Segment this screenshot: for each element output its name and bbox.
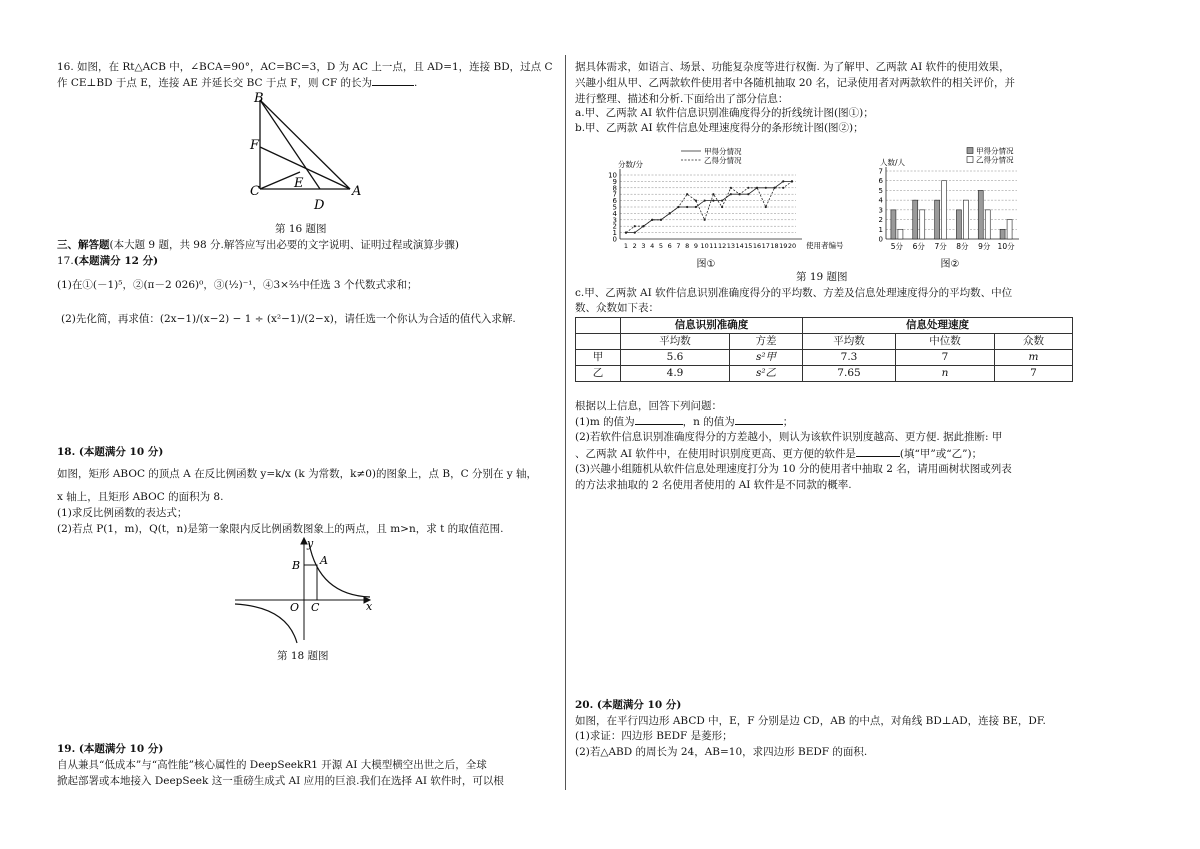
section3-heading-rest: (本大题 9 题，共 98 分.解答应写出必要的文字说明、证明过程或演算步骤) [109, 239, 459, 251]
y-tick-label: 4 [612, 209, 617, 218]
data-point [747, 193, 749, 195]
stats-table [575, 317, 1073, 382]
table-corner [576, 318, 621, 334]
data-point [730, 187, 732, 189]
data-point [782, 180, 784, 182]
data-point [738, 193, 740, 195]
q18-part2: (2)若点 P(1，m)，Q(t，n)是第一象限内反比例函数图象上的两点，且 m>n，求 t 的取值范围. [57, 523, 504, 535]
x-tick-label: 3 [641, 242, 646, 250]
q17-title [57, 254, 158, 268]
q19-q2-text-b: 、乙两款 AI 软件中，在使用时识别度更高、更方便的软件是 [575, 448, 856, 460]
q19-q1-text-c: ； [782, 416, 794, 428]
q18-point-A: A [320, 554, 328, 567]
x-tick-label: 8 [685, 242, 690, 250]
q18-point-O: O [290, 601, 300, 614]
x-tick-label: 5 [658, 242, 664, 250]
table-cell: s²甲 [730, 350, 803, 366]
q18-point-C: C [311, 601, 320, 614]
q16-point-B: B [254, 91, 264, 106]
table-col-header: 众数 [995, 334, 1073, 350]
q16-point-C: C [250, 184, 260, 199]
x-tick-label: 10分 [997, 242, 1015, 251]
bar-b [942, 181, 947, 239]
bar-b [898, 229, 903, 239]
bar-a [1000, 229, 1005, 239]
x-tick-label: 19 [779, 242, 788, 250]
table-cell: m [995, 350, 1073, 366]
q19-caption: 第 19 题图 [796, 271, 848, 283]
data-point [712, 193, 714, 195]
q19-software-answer-blank[interactable] [856, 446, 900, 457]
x-tick-label: 6 [667, 242, 672, 250]
data-point [669, 212, 671, 214]
q17-part2: (2)先化简，再求值：(2x−1)/(x−2) − 1 ÷ (x²−1)/(2−x)，请任选一个你认为合适的值代入求解. [61, 313, 516, 325]
line-chart-fig1 [596, 145, 856, 270]
bar-a [935, 200, 940, 239]
x-tick-label: 5分 [890, 242, 904, 251]
q20-line1: 如图，在平行四边形 ABCD 中，E，F 分别是边 CD，AB 的中点，对角线 BD⊥AD，连接 BE，DF. [575, 715, 1046, 727]
y-tick-label: 9 [612, 177, 617, 186]
data-point [773, 187, 775, 189]
q19-m-answer-blank[interactable] [635, 414, 683, 425]
section3-heading-bold: 三、解答题 [57, 239, 110, 251]
x-tick-label: 14 [735, 242, 744, 250]
bar-a [978, 190, 983, 239]
x-axis-label: 使用者编号 [806, 241, 844, 250]
bar-a [956, 210, 961, 239]
data-point [660, 219, 662, 221]
y-tick-label: 7 [612, 190, 617, 199]
data-point [765, 206, 767, 208]
fig1-caption: 图① [696, 259, 716, 270]
x-tick-label: 8分 [956, 242, 969, 251]
q19-question3-line2: 的方法求抽取的 2 名使用者使用的 AI 软件是不同款的概率. [575, 479, 852, 491]
table-cell: 7.65 [803, 366, 896, 382]
q19-n-answer-blank[interactable] [735, 414, 783, 425]
x-tick-label: 15 [744, 242, 753, 250]
q18-point-B: B [292, 559, 301, 572]
q19-q1-text-a: (1)m 的值为 [575, 416, 635, 428]
fig2-caption: 图② [940, 259, 960, 270]
y-tick-label: 7 [878, 167, 883, 176]
q16-line2-text: 作 CE⊥BD 于点 E，连接 AE 并延长交 BC 于点 F，则 CF 的长为 [57, 77, 373, 89]
table-col-header: 平均数 [803, 334, 896, 350]
q20-part1: (1)求证：四边形 BEDF 是菱形； [575, 730, 733, 742]
q16-point-D: D [314, 198, 325, 213]
q19-para-line5: 进行整理、描述和分析.下面给出了部分信息： [575, 93, 789, 105]
x-tick-label: 20 [787, 242, 797, 250]
x-tick-label: 12 [717, 242, 727, 250]
q17-number: 17. [57, 255, 74, 267]
table-group-accuracy: 信息识别准确度 [621, 318, 803, 334]
data-point [686, 193, 688, 195]
table-row-label: 乙 [576, 366, 621, 382]
q19-para-line4: 兴趣小组从甲、乙两款软件使用者中各随机抽取 20 名，记录使用者对两款软件的相关评价，并 [575, 77, 1016, 89]
legend-label: 乙得分情况 [976, 155, 1014, 165]
q16-line2-end: . [414, 77, 418, 89]
y-tick-label: 8 [612, 184, 617, 193]
table-cell: 5.6 [621, 350, 730, 366]
column-divider [565, 55, 566, 790]
table-col-header: 方差 [730, 334, 803, 350]
q19-ask: 根据以上信息，回答下列问题： [575, 400, 722, 412]
y-tick-label: 0 [878, 235, 883, 244]
data-point [765, 187, 767, 189]
q16-point-E: E [294, 176, 304, 191]
data-point [704, 219, 706, 221]
data-point [625, 232, 627, 234]
y-tick-label: 4 [878, 196, 883, 205]
x-tick-label: 6分 [912, 242, 925, 251]
q20-part2: (2)若△ABD 的周长为 24，AB=10，求四边形 BEDF 的面积. [575, 746, 868, 758]
x-tick-label: 2 [632, 242, 637, 250]
data-point [704, 200, 706, 202]
x-tick-label: 4 [650, 242, 655, 250]
table-cell: 7 [995, 366, 1073, 382]
q19-question1 [575, 414, 793, 429]
q18-line1: 如图，矩形 ABOC 的顶点 A 在反比例函数 y=k/x (k 为常数，k≠0)的图象上，点 B，C 分别在 y 轴， [57, 468, 538, 480]
data-point [695, 200, 697, 202]
x-tick-label: 10 [700, 242, 709, 250]
q16-line1: 16. 如图，在 Rt△ACB 中，∠BCA=90°，AC=BC=3，D 为 AC 上一点，且 AD=1，连接 BD，过点 C [57, 61, 553, 73]
data-point [651, 219, 653, 221]
y-tick-label: 0 [612, 235, 617, 244]
bar-b [920, 210, 925, 239]
q17-score: (本题满分 12 分) [73, 255, 159, 267]
bar-a [891, 210, 896, 239]
q19-question2-line1: (2)若软件信息识别准确度得分的方差越小，则认为该软件识别度越高、更方便. 据此推断: 甲 [575, 431, 1003, 443]
q19-info-c1: c.甲、乙两款 AI 软件信息识别准确度得分的平均数、方差及信息处理速度得分的平均数、中位 [575, 287, 1013, 299]
table-group-speed: 信息处理速度 [803, 318, 1073, 334]
y-tick-label: 2 [878, 216, 883, 225]
q18-axis-y: y [307, 537, 314, 550]
legend-label: 甲得分情况 [704, 147, 742, 156]
legend-label: 乙得分情况 [704, 156, 742, 165]
bar-b [985, 210, 990, 239]
data-point [712, 200, 714, 202]
q17-part1: (1)在①(－1)⁵，②(π－2 026)⁰，③(½)⁻¹，④3×⅔中任选 3 个代数式求和； [57, 279, 418, 291]
table-cell: 7.3 [803, 350, 896, 366]
data-point [721, 200, 723, 202]
x-tick-label: 17 [761, 242, 770, 250]
data-point [782, 187, 784, 189]
x-tick-label: 18 [770, 242, 779, 250]
x-tick-label: 9分 [978, 242, 991, 251]
q16-point-F: F [250, 138, 260, 153]
y-tick-label: 6 [612, 197, 617, 206]
q16-figure [245, 92, 375, 217]
table-col-header: 中位数 [896, 334, 995, 350]
table-cell: s²乙 [730, 366, 803, 382]
q19-q2-text-c: (填“甲”或“乙”)； [899, 448, 983, 460]
q19-info-c2: 数、众数如下表： [575, 302, 659, 314]
y-tick-label: 3 [612, 216, 617, 225]
y-tick-label: 6 [878, 177, 883, 186]
legend-label: 甲得分情况 [976, 146, 1014, 156]
data-point [695, 206, 697, 208]
x-tick-label: 7分 [934, 242, 947, 251]
q20-title: 20. (本题满分 10 分) [575, 699, 682, 711]
data-point [686, 206, 688, 208]
data-point [756, 187, 758, 189]
legend-swatch [967, 148, 973, 154]
y-tick-label: 5 [612, 203, 617, 212]
y-tick-label: 5 [878, 186, 883, 195]
data-point [747, 187, 749, 189]
x-tick-label: 11 [709, 242, 718, 250]
y-tick-label: 2 [612, 222, 617, 231]
q18-line2: x 轴上，且矩形 ABOC 的面积为 8. [57, 491, 224, 503]
table-row-label: 甲 [576, 350, 621, 366]
q19-para-line1: 自从兼具“低成本”与“高性能”核心属性的 DeepSeekR1 开源 AI 大模型横空出世之后，全球 [57, 759, 487, 771]
q19-q1-text-b: ，n 的值为 [682, 416, 735, 428]
table-header-row [576, 318, 1073, 334]
legend-swatch [967, 157, 973, 163]
y-tick-label: 1 [612, 229, 617, 238]
q19-info-a: a.甲、乙两款 AI 软件信息识别准确度得分的折线统计图(图①)； [575, 107, 874, 119]
q18-caption: 第 18 题图 [277, 650, 329, 662]
y-axis-label: 分数/分 [618, 160, 644, 169]
bar-b [963, 200, 968, 239]
y-axis-label: 人数/人 [880, 158, 906, 167]
q16-point-A: A [352, 184, 362, 199]
q18-title: 18. (本题满分 10 分) [57, 446, 164, 458]
data-point [791, 180, 793, 182]
q19-question2-line2 [575, 446, 982, 461]
table-row [576, 366, 1073, 382]
table-col-header: 平均数 [621, 334, 730, 350]
table-corner-2 [576, 334, 621, 350]
q19-para-line3: 据具体需求，如语言、场景、功能复杂度等进行权衡. 为了解甲、乙两款 AI 软件的使用效果， [575, 61, 1010, 73]
bar-chart-fig2 [872, 145, 1042, 270]
q18-figure [235, 535, 380, 645]
x-tick-label: 16 [752, 242, 762, 250]
data-point [721, 206, 723, 208]
q16-caption: 第 16 题图 [275, 223, 327, 235]
table-cell: 4.9 [621, 366, 730, 382]
table-row [576, 350, 1073, 366]
q18-part1: (1)求反比例函数的表达式； [57, 507, 188, 519]
x-tick-label: 1 [623, 242, 629, 250]
y-tick-label: 3 [878, 206, 883, 215]
q16-line2 [57, 75, 417, 90]
data-point [634, 232, 636, 234]
y-tick-label: 1 [878, 225, 883, 234]
x-tick-label: 13 [726, 242, 735, 250]
table-cell: 7 [896, 350, 995, 366]
table-cell: n [896, 366, 995, 382]
bar-a [913, 200, 918, 239]
q18-axis-x: x [366, 600, 373, 613]
y-tick-label: 10 [608, 171, 617, 180]
data-point [634, 225, 636, 227]
section3-heading [57, 238, 459, 252]
data-point [642, 225, 644, 227]
table-subheader-row [576, 334, 1073, 350]
q19-title: 19. (本题满分 10 分) [57, 743, 164, 755]
q16-answer-blank[interactable] [372, 75, 414, 86]
q19-para-line2: 掀起部署或本地接入 DeepSeek 这一重磅生成式 AI 应用的巨浪.我们在选择 AI 软件时，可以根 [57, 775, 504, 787]
data-point [677, 206, 679, 208]
x-tick-label: 9 [693, 242, 698, 250]
bar-b [1007, 220, 1012, 239]
q19-question3-line1: (3)兴趣小组随机从软件信息处理速度打分为 10 分的使用者中抽取 2 名，请用画树状图或列表 [575, 463, 1012, 475]
x-tick-label: 7 [676, 242, 681, 250]
data-point [730, 193, 732, 195]
q19-info-b: b.甲、乙两款 AI 软件信息处理速度得分的条形统计图(图②)； [575, 122, 864, 134]
